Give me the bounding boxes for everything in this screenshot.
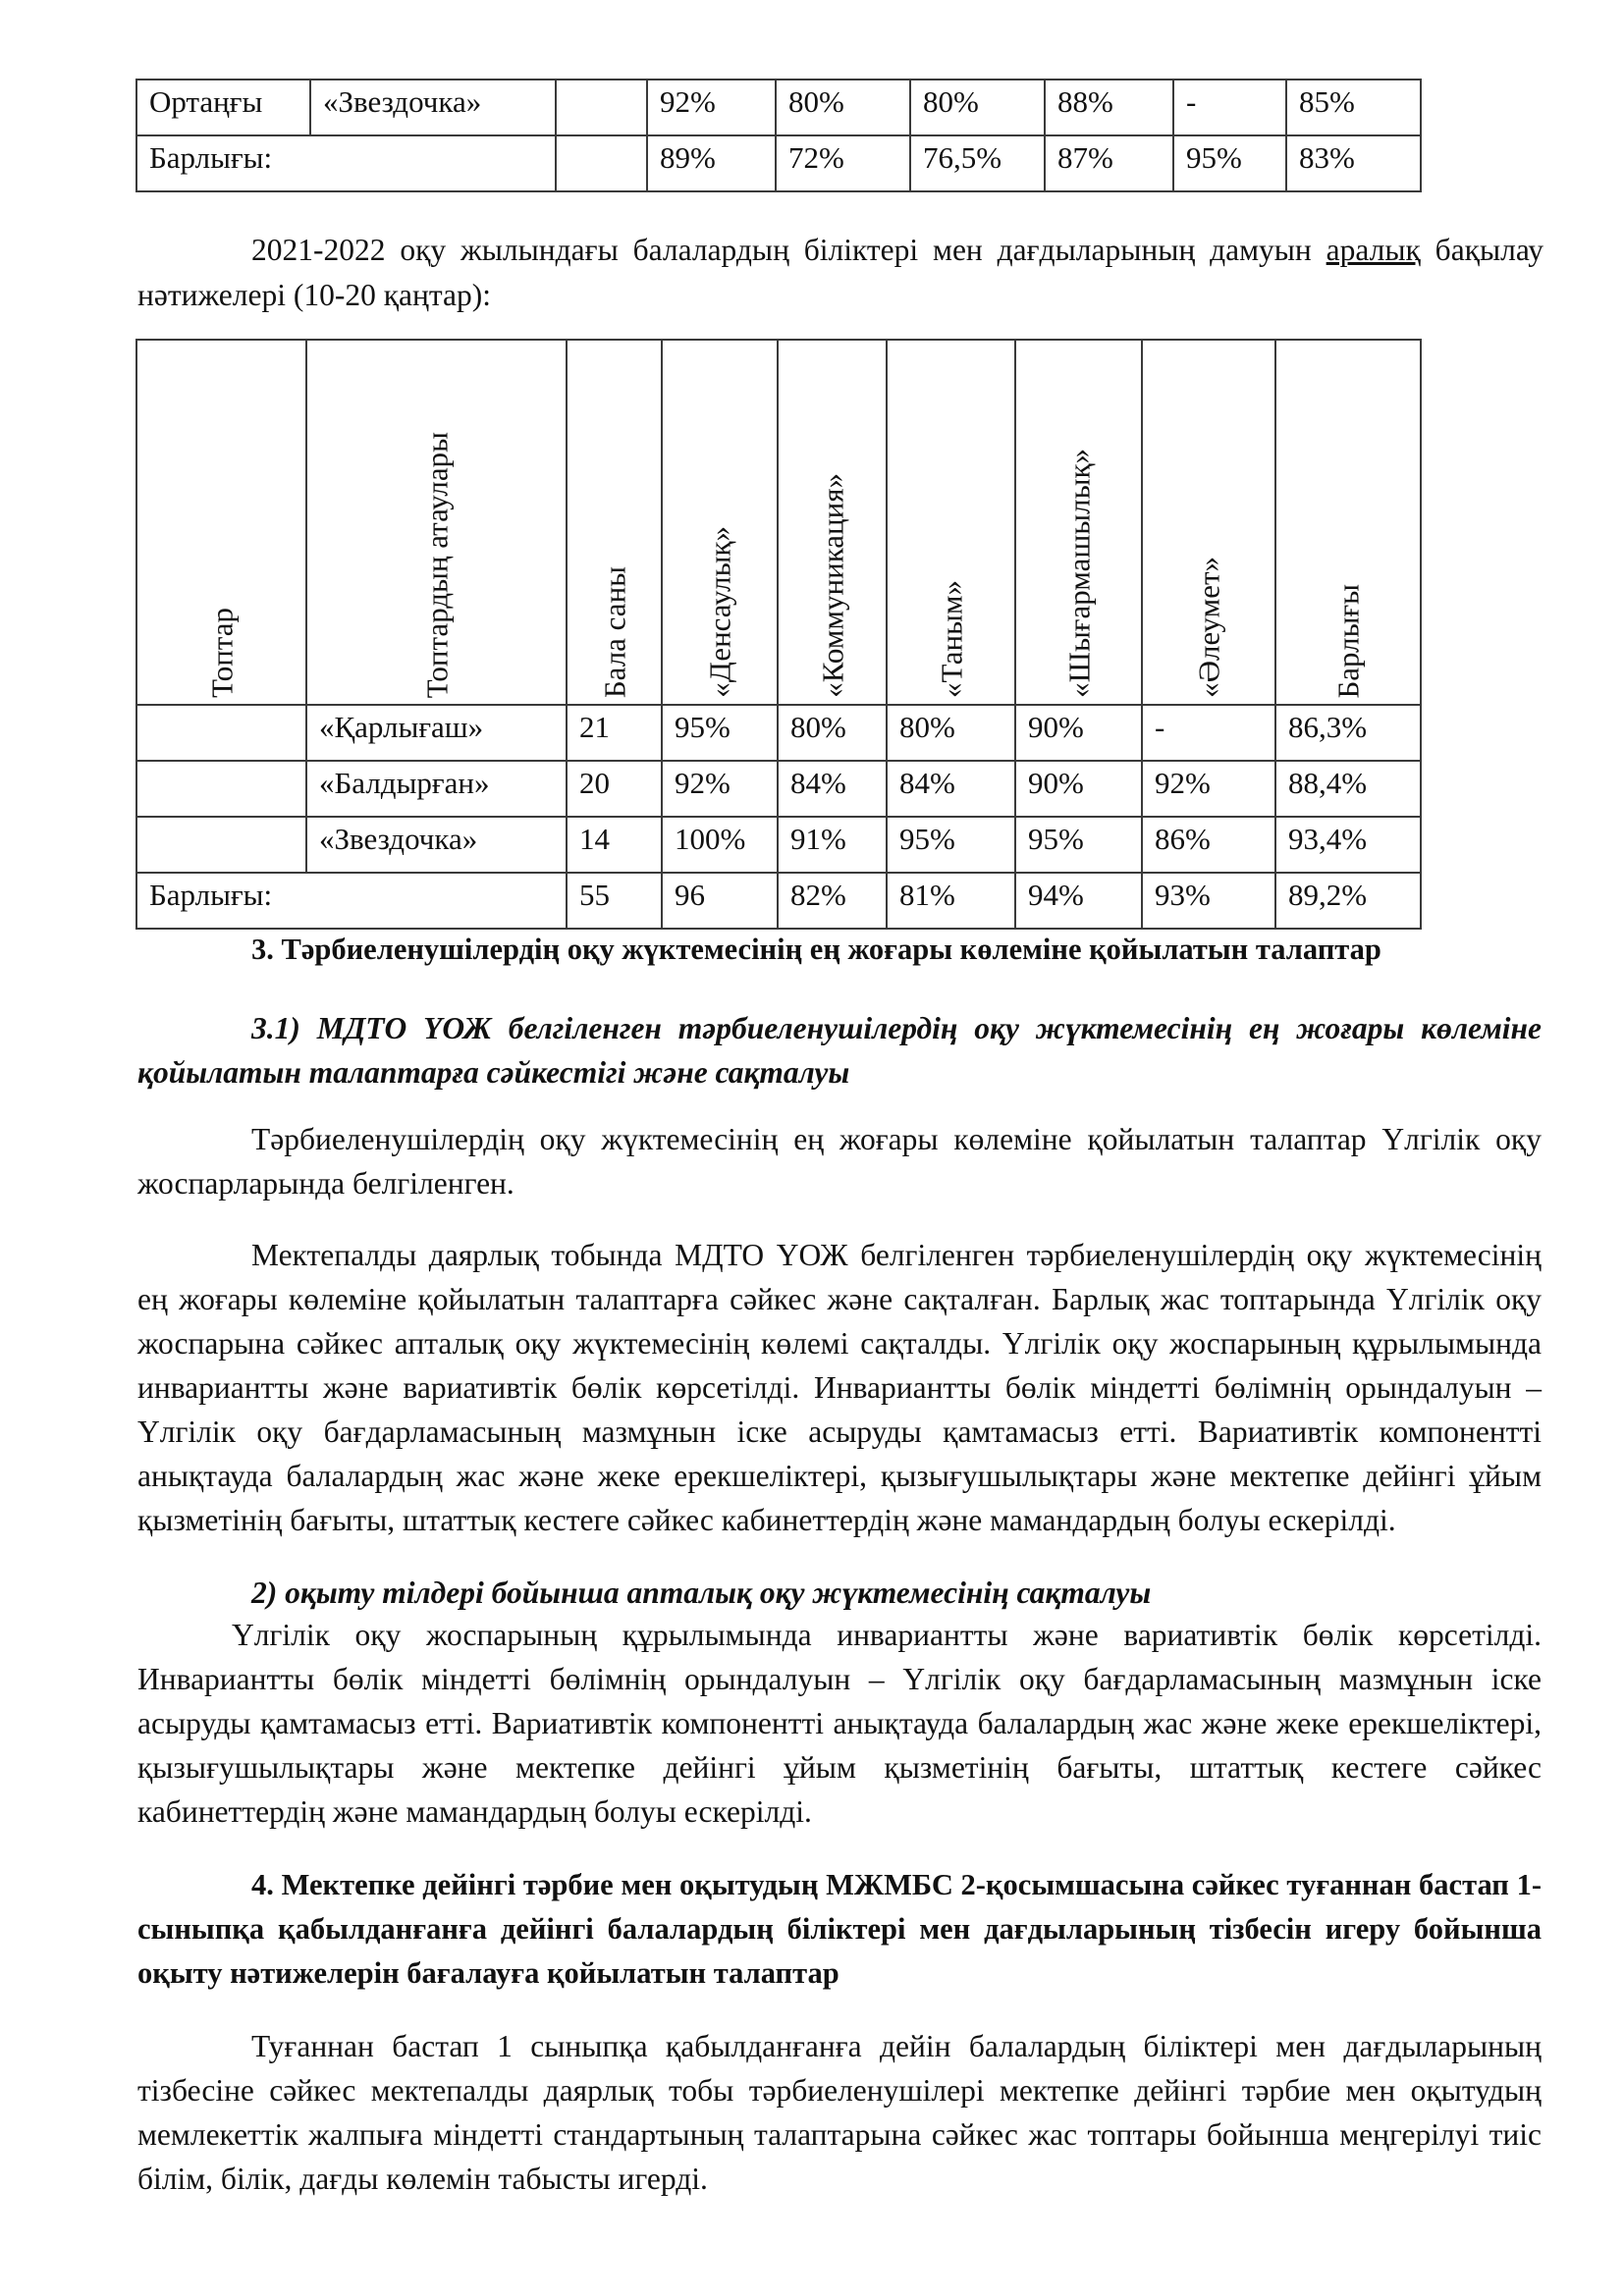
group-name-cell: «Звездочка» — [306, 817, 567, 873]
value-cell: - — [1142, 705, 1275, 761]
value-cell: 87% — [1045, 135, 1173, 191]
count-cell: 55 — [567, 873, 662, 929]
value-cell: 93,4% — [1275, 817, 1421, 873]
value-cell: 93% — [1142, 873, 1275, 929]
table-row — [136, 80, 1421, 135]
value-cell: 76,5% — [910, 135, 1045, 191]
section-3-paragraph-3: Үлгілік оқу жоспарының құрылымында инвариантты және вариативтік бөлік көрсетілді. Инвариантты бөлік міндетті бөлімнің орындалуын – Үлгілік оқу бағдарламасының мазмұнын іске асыруды қамтамасыз етті. Вариативтік компонентті анықтауда балалардың жас және жеке ерекшеліктері, қызығушылықтары және мектепке дейінгі ұйым қызметінің бағыты, штаттық кестеге сәйкес кабинеттердің және мамандардың болуы ескерілді. — [137, 1618, 1542, 1829]
group-name-cell: «Қарлығаш» — [306, 705, 567, 761]
total-label-cell: Барлығы: — [136, 135, 556, 191]
previous-results-table — [135, 79, 1422, 192]
table-row — [136, 817, 1421, 873]
value-cell: 92% — [1142, 761, 1275, 817]
table-row — [136, 705, 1421, 761]
value-cell: 88,4% — [1275, 761, 1421, 817]
value-cell: - — [1173, 80, 1286, 135]
value-cell: 84% — [778, 761, 887, 817]
underlined-term: аралық — [1326, 233, 1421, 267]
group-cell — [136, 817, 306, 873]
value-cell: 89,2% — [1275, 873, 1421, 929]
total-label-cell: Барлығы: — [136, 873, 567, 929]
value-cell: 95% — [1173, 135, 1286, 191]
header-groups: Топтар — [136, 340, 306, 705]
group-name-cell: «Балдырған» — [306, 761, 567, 817]
value-cell: 83% — [1286, 135, 1421, 191]
value-cell: 95% — [662, 705, 778, 761]
section-4-heading: 4. Мектепке дейінгі тәрбие мен оқытудың МЖМБС 2-қосымшасына сәйкес туғаннан бастап 1-сыныпқа қабылданғанға дейінгі балалардың біліктері мен дағдыларының тізбесін игеру бойынша оқыту нәтижелерін бағалауға қойылатын талаптар — [137, 1868, 1542, 1990]
section-3-paragraph-1: Тәрбиеленушілердің оқу жүктемесінің ең жоғары көлеміне қойылатын талаптар Үлгілік оқу жоспарларында белгіленген. — [137, 1122, 1542, 1201]
header-health: «Денсаулық» — [662, 340, 778, 705]
section-4-paragraph: Туғаннан бастап 1 сыныпқа қабылданғанға дейін балалардың біліктері мен дағдыларының тізбесіне сәйкес мектепалды даярлық тобы тәрбиеленушілері мектепке дейінгі тәрбие мен оқытудың мемлекеттік жалпыға міндетті стандартының талаптарына сәйкес жас топтары бойынша меңгерілуі тиіс білім, білік, дағды көлемін табысты игерді. — [137, 2029, 1542, 2196]
header-total: Барлығы — [1275, 340, 1421, 705]
header-cognition: «Таным» — [887, 340, 1015, 705]
value-cell: 100% — [662, 817, 778, 873]
age-group-cell: Ортаңғы — [136, 80, 310, 135]
value-cell: 80% — [910, 80, 1045, 135]
intro-paragraph: 2021-2022 оқу жылындағы балалардың біліктері мен дағдыларының дамуын аралық бақылау нәтижелері (10-20 қаңтар): — [137, 233, 1543, 312]
value-cell: 94% — [1015, 873, 1142, 929]
value-cell: 92% — [647, 80, 776, 135]
section-3-2-heading: 2) оқыту тілдері бойынша апталық оқу жүктемесінің сақталуы — [251, 1575, 1152, 1610]
value-cell: 84% — [887, 761, 1015, 817]
value-cell: 96 — [662, 873, 778, 929]
group-name-cell: «Звездочка» — [310, 80, 556, 135]
table-total-row — [136, 873, 1421, 929]
header-social: «Әлеумет» — [1142, 340, 1275, 705]
value-cell: 90% — [1015, 761, 1142, 817]
count-cell — [556, 80, 647, 135]
table-header-row — [136, 340, 1421, 705]
value-cell: 80% — [778, 705, 887, 761]
count-cell: 20 — [567, 761, 662, 817]
value-cell: 89% — [647, 135, 776, 191]
value-cell: 91% — [778, 817, 887, 873]
count-cell: 21 — [567, 705, 662, 761]
value-cell: 80% — [887, 705, 1015, 761]
value-cell: 82% — [778, 873, 887, 929]
value-cell: 92% — [662, 761, 778, 817]
header-group-names: Топтардың атаулары — [306, 340, 567, 705]
group-cell — [136, 761, 306, 817]
value-cell: 88% — [1045, 80, 1173, 135]
value-cell: 72% — [776, 135, 910, 191]
value-cell: 86,3% — [1275, 705, 1421, 761]
header-communication: «Коммуникация» — [778, 340, 887, 705]
section-3-paragraph-2: Мектепалды даярлық тобында МДТО ҮОЖ белгіленген тәрбиеленушілердің оқу жүктемесінің ең жоғары көлеміне қойылатын талаптарға сәйкес және сақталған. Барлық жас топтарында Үлгілік оқу жоспарына сәйкес апталық оқу жүктемесінің көлемі сақталды. Үлгілік оқу жоспарының құрылымында инвариантты және вариативтік бөлік көрсетілді. Инвариантты бөлік міндетті бөлімнің орындалуын – Үлгілік оқу бағдарламасының мазмұнын іске асыруды қамтамасыз етті. Вариативтік компонентті анықтауда балалардың жас және жеке ерекшеліктері, қызығушылықтары және мектепке дейінгі ұйым қызметінің бағыты, штаттық кестеге сәйкес кабинеттердің және мамандардың болуы ескерілді. — [137, 1238, 1542, 1537]
header-child-count: Бала саны — [567, 340, 662, 705]
value-cell: 81% — [887, 873, 1015, 929]
section-3-heading: 3. Тәрбиеленушілердің оқу жүктемесінің ең жоғары көлеміне қойылатын талаптар — [251, 933, 1381, 966]
table-row — [136, 761, 1421, 817]
header-creativity: «Шығармашылық» — [1015, 340, 1142, 705]
value-cell: 86% — [1142, 817, 1275, 873]
value-cell: 85% — [1286, 80, 1421, 135]
count-cell — [556, 135, 647, 191]
value-cell: 95% — [887, 817, 1015, 873]
section-3-1-heading: 3.1) МДТО ҮОЖ белгіленген тәрбиеленушілердің оқу жүктемесінің ең жоғары көлеміне қойылатын талаптарға сәйкестігі және сақталуы — [137, 1011, 1542, 1090]
count-cell: 14 — [567, 817, 662, 873]
value-cell: 80% — [776, 80, 910, 135]
group-cell — [136, 705, 306, 761]
value-cell: 95% — [1015, 817, 1142, 873]
interim-results-table — [135, 339, 1422, 930]
table-total-row — [136, 135, 1421, 191]
value-cell: 90% — [1015, 705, 1142, 761]
